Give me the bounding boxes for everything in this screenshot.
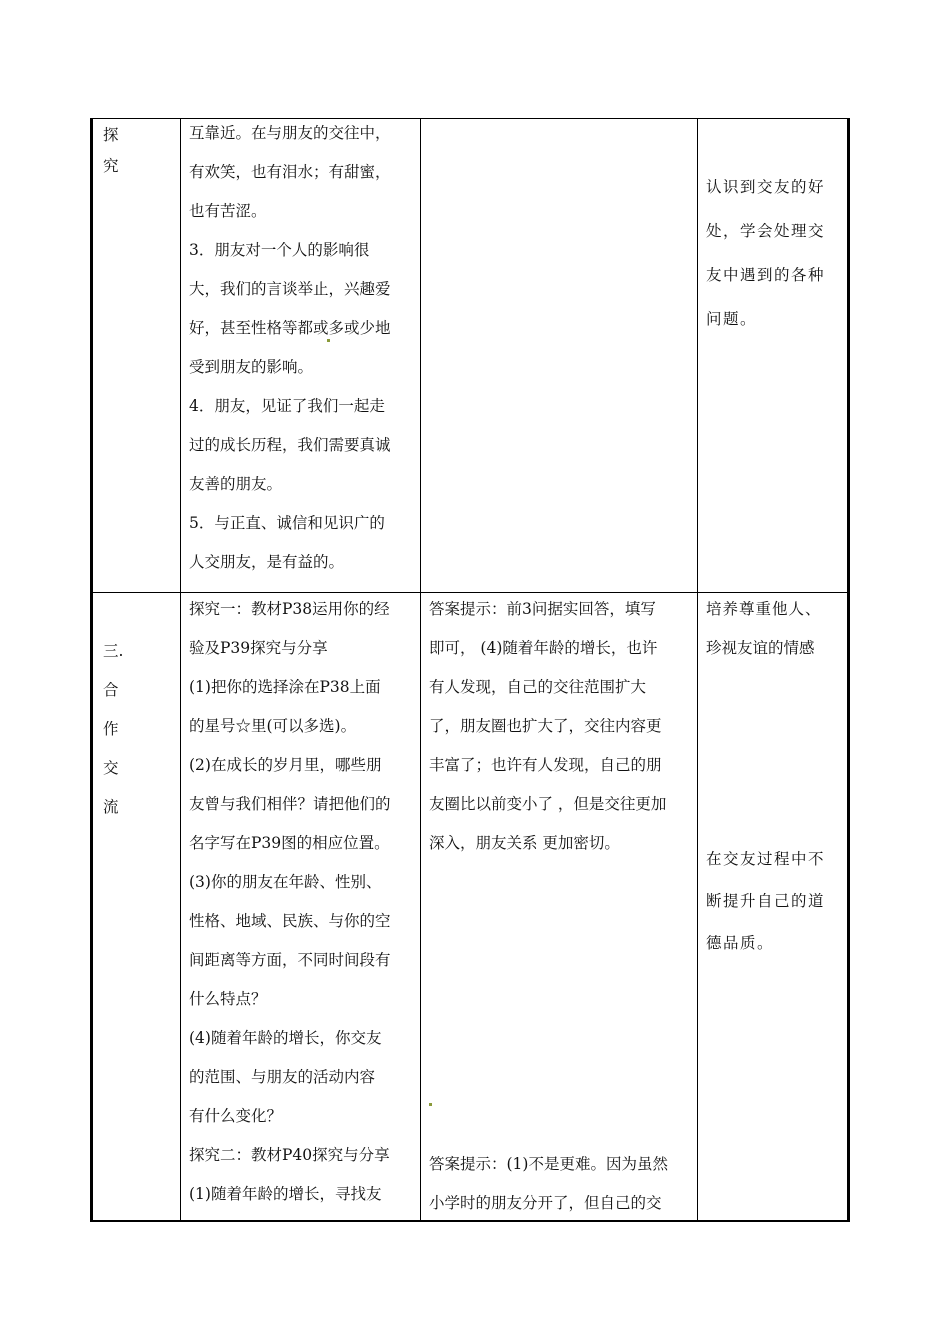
answer-line: 友圈比以前变小了 ，但是交往更加 [429,795,667,813]
row2-label-line: 流 [103,798,119,816]
content-line: 什么特点？ [189,990,267,1008]
goal-line: 认识到交友的好 [706,178,826,196]
content-line: (1)随着年龄的增长，寻找友 [189,1185,382,1203]
table-border-right [847,118,850,1222]
answer-line: 丰富了；也许有人发现，自己的朋 [429,756,662,774]
content-line: 互靠近。在与朋友的交往中， [189,124,391,142]
content-line: 3．朋友对一个人的影响很 [189,241,370,259]
content-line: 受到朋友的影响。 [189,358,314,376]
content-line: (2)在成长的岁月里，哪些朋 [189,756,382,774]
row1-label-cell [103,116,173,186]
answer-line: 小学时的朋友分开了，但自己的交 [429,1194,662,1212]
section-number: 三. [103,642,124,660]
content-line: 有欢笑，也有泪水；有甜蜜， [189,163,391,181]
content-line: 友曾与我们相伴？请把他们的 [189,795,391,813]
answer-line: 深入，朋友关系 更加密切。 [429,834,620,852]
row1-content-cell [189,114,415,582]
stray-mark [429,1103,432,1106]
content-line: 大，我们的言谈举止，兴趣爱 [189,280,391,298]
answer-line: 了，朋友圈也扩大了，交往内容更 [429,717,662,735]
content-line: 的星号☆里(可以多选)。 [189,717,357,735]
row2-content-cell [189,590,415,1214]
goal-line: 处，学会处理交 [706,222,826,240]
goal-line: 在交友过程中不 [706,850,826,868]
content-line: 间距离等方面，不同时间段有 [189,951,391,969]
row1-goal-cell [706,165,842,341]
column-divider-2 [420,118,421,1222]
content-line: 有什么变化？ [189,1107,283,1125]
content-line: 名字写在P39图的相应位置。 [189,834,390,852]
content-line: 人交朋友，是有益的。 [189,553,345,571]
content-line: 过的成长历程，我们需要真诚 [189,436,391,454]
content-line: 也有苦涩。 [189,202,267,220]
row2-label-line: 交 [103,759,119,777]
content-line: 5．与正直、诚信和见识广的 [189,514,385,532]
content-line: (3)你的朋友在年龄、性别、 [189,873,382,891]
row1-label-line: 究 [103,157,119,175]
row2-goal-cell-2 [706,838,842,964]
stray-mark [327,339,330,342]
row2-answer-cell-2 [429,1145,691,1223]
answer-line: 答案提示：前3问据实回答，填写 [429,600,656,618]
column-divider-3 [697,118,698,1222]
content-line: 验及P39探究与分享 [189,639,328,657]
content-line: 4．朋友，见证了我们一起走 [189,397,385,415]
goal-line: 断提升自己的道 [706,892,826,910]
goal-line: 培养尊重他人、 [706,600,822,618]
goal-line: 友中遇到的各种 [706,266,826,284]
goal-line: 珍视友谊的情感 [706,639,815,657]
answer-line: 答案提示：(1)不是更难。因为虽然 [429,1155,668,1173]
goal-line: 问题。 [706,310,758,328]
content-line: 探究二：教材P40探究与分享 [189,1146,390,1164]
row1-label-line: 探 [103,126,119,144]
row2-goal-cell-1 [706,590,842,668]
content-line: 性格、地域、民族、与你的空 [189,912,391,930]
answer-line: 即可， (4)随着年龄的增长，也许 [429,639,658,657]
row2-label-line: 作 [103,720,119,738]
content-line: (4)随着年龄的增长，你交友 [189,1029,382,1047]
content-line: 好，甚至性格等都或多或少地 [189,319,391,337]
table-border-left [90,118,93,1222]
row2-label-line: 合 [103,681,119,699]
column-divider-1 [180,118,181,1222]
goal-line: 德品质。 [706,934,775,952]
answer-line: 有人发现，自己的交往范围扩大 [429,678,647,696]
row2-answer-cell-1 [429,590,691,863]
content-line: 探究一：教材P38运用你的经 [189,600,390,618]
content-line: (1)把你的选择涂在P38上面 [189,678,381,696]
row2-label-cell [103,632,173,827]
content-line: 的范围、与朋友的活动内容 [189,1068,376,1086]
content-line: 友善的朋友。 [189,475,283,493]
